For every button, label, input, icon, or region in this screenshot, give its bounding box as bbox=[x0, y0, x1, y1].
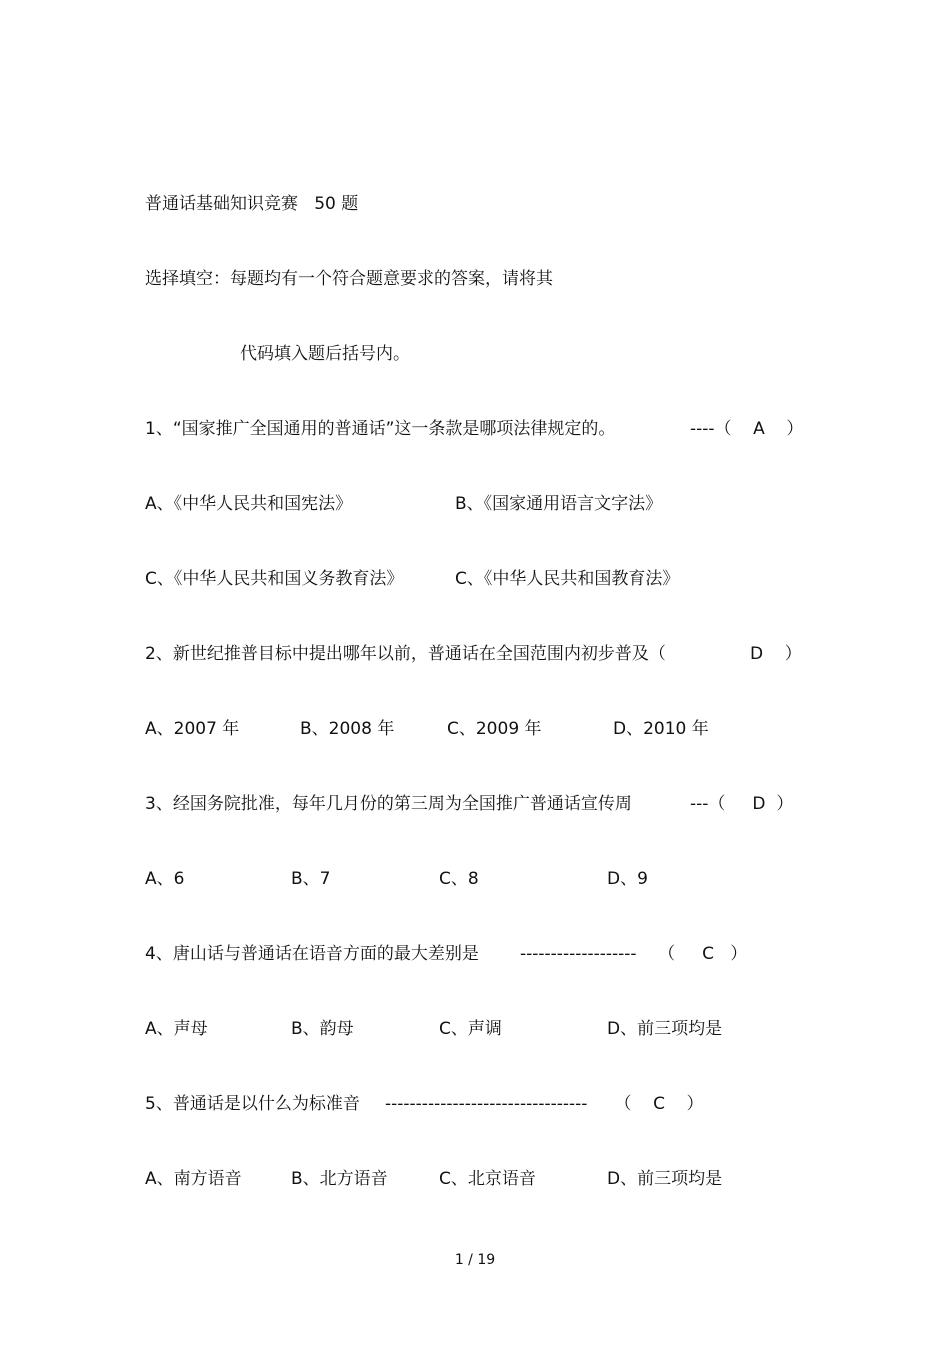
q5-option-b: B、北方语音 bbox=[291, 1169, 388, 1189]
q5-option-c: C、北京语音 bbox=[439, 1169, 536, 1189]
q3-option-d: D、9 bbox=[607, 869, 648, 889]
q3-option-b: B、7 bbox=[291, 869, 331, 889]
q1-option-b: B、《国家通用语言文字法》 bbox=[455, 494, 663, 514]
page-number: 1 / 19 bbox=[454, 1252, 496, 1268]
question-2-answer: D ） bbox=[750, 644, 802, 664]
q3-option-a: A、6 bbox=[145, 869, 185, 889]
question-4: 4、唐山话与普通话在语音方面的最大差别是 bbox=[145, 944, 479, 964]
question-5-answer: --------------------------------- （ C ） bbox=[385, 1094, 704, 1114]
q4-option-d: D、前三项均是 bbox=[607, 1019, 723, 1039]
q4-option-c: C、声调 bbox=[439, 1019, 502, 1039]
question-2: 2、新世纪推普目标中提出哪年以前，普通话在全国范围内初步普及（ bbox=[145, 644, 666, 664]
q1-option-d: C、《中华人民共和国教育法》 bbox=[455, 569, 680, 589]
q5-option-d: D、前三项均是 bbox=[607, 1169, 723, 1189]
question-3: 3、经国务院批准，每年几月份的第三周为全国推广普通话宣传周 bbox=[145, 794, 632, 814]
document-title: 普通话基础知识竞赛 50 题 bbox=[145, 194, 359, 214]
question-3-answer: ---（ D ） bbox=[690, 794, 794, 814]
question-4-answer: ------------------- （ C ） bbox=[520, 944, 748, 964]
question-1: 1、“国家推广全国通用的普通话”这一条款是哪项法律规定的。 bbox=[145, 419, 616, 439]
q3-option-c: C、8 bbox=[439, 869, 479, 889]
q2-option-c: C、2009 年 bbox=[447, 719, 542, 739]
instruction-line-1: 选择填空：每题均有一个符合题意要求的答案，请将其 bbox=[145, 269, 553, 289]
q4-option-b: B、韵母 bbox=[291, 1019, 354, 1039]
q1-option-c: C、《中华人民共和国义务教育法》 bbox=[145, 569, 404, 589]
q1-option-a: A、《中华人民共和国宪法》 bbox=[145, 494, 353, 514]
q2-option-d: D、2010 年 bbox=[613, 719, 709, 739]
instruction-line-2: 代码填入题后括号内。 bbox=[240, 344, 410, 364]
q2-option-a: A、2007 年 bbox=[145, 719, 240, 739]
question-5: 5、普通话是以什么为标准音 bbox=[145, 1094, 360, 1114]
q4-option-a: A、声母 bbox=[145, 1019, 208, 1039]
q5-option-a: A、南方语音 bbox=[145, 1169, 242, 1189]
question-1-answer: ----（ A ） bbox=[690, 419, 804, 439]
q2-option-b: B、2008 年 bbox=[300, 719, 395, 739]
